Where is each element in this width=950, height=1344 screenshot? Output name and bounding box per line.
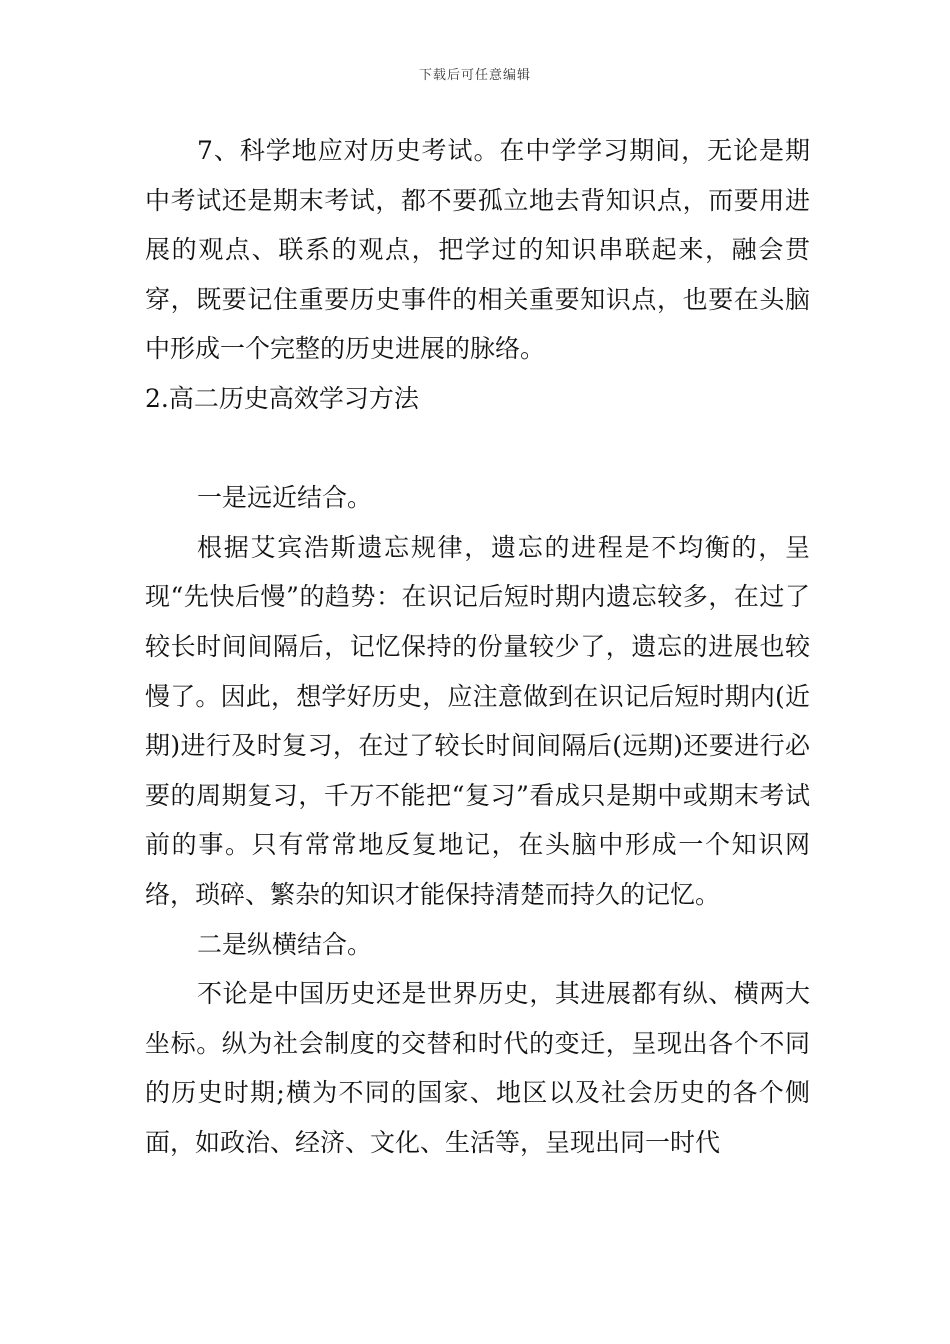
subheading-far-near: 一是远近结合。	[197, 483, 373, 513]
document-body	[145, 126, 810, 1167]
paragraph-exam-strategy: 7、科学地应对历史考试。在中学学习期间，无论是期中考试还是期末考试，都不要孤立地去背知识点，而要用进展的观点、联系的观点，把学过的知识串联起来，融会贯穿，既要记住重要历史事件的相关重要知识点，也要在头脑中形成一个完整的历史进展的脉络。	[145, 136, 810, 364]
page-header: 下载后可任意编辑	[418, 68, 531, 83]
blank-line	[145, 424, 810, 474]
subheading-vertical-horizontal: 二是纵横结合。	[197, 929, 373, 959]
paragraph-coordinates: 不论是中国历史还是世界历史，其进展都有纵、横两大坐标。纵为社会制度的交替和时代的变迁，呈现出各个不同的历史时期;横为不同的国家、地区以及社会历史的各个侧面，如政治、经济、文化、生活等，呈现出同一时代	[145, 979, 810, 1157]
section-heading: 2.高二历史高效学习方法	[145, 383, 419, 413]
paragraph-forgetting-curve: 根据艾宾浩斯遗忘规律，遗忘的进程是不均衡的，呈现“先快后慢”的趋势：在识记后短时期内遗忘较多，在过了较长时间间隔后，记忆保持的份量较少了，遗忘的进展也较慢了。因此，想学好历史，应注意做到在识记后短时期内(近期)进行及时复习，在过了较长时间间隔后(远期)还要进行必要的周期复习，千万不能把“复习”看成只是期中或期末考试前的事。只有常常地反复地记，在头脑中形成一个知识网络，琐碎、繁杂的知识才能保持清楚而持久的记忆。	[145, 532, 810, 909]
